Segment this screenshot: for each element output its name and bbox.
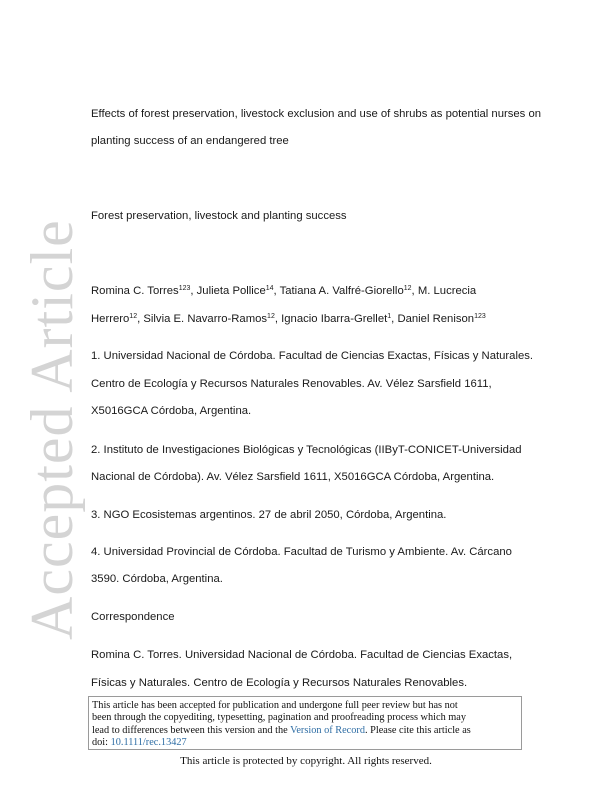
accepted-article-watermark: Accepted Article <box>19 219 85 640</box>
affiliation-4-line-2: 3590. Córdoba, Argentina. <box>91 573 223 585</box>
notice-line-3-text: lead to differences between this version and the <box>92 724 291 736</box>
correspondence-heading: Correspondence <box>91 611 175 623</box>
affiliation-2-line-2: Nacional de Córdoba). Av. Vélez Sarsfield 1611, X5016GCA Córdoba, Argentina. <box>91 471 495 483</box>
affiliation-1-line-1: 1. Universidad Nacional de Córdoba. Facultad de Ciencias Exactas, Físicas y Naturales. <box>91 350 534 362</box>
author-affiliation: 12 <box>129 313 138 320</box>
author-affiliation: 12 <box>267 313 275 320</box>
author-affiliation: 123 <box>178 285 191 292</box>
running-title: Forest preservation, livestock and planting success <box>91 210 347 222</box>
author-name: Silvia E. Navarro-Ramos <box>143 313 268 325</box>
affiliation-2-line-1: 2. Instituto de Investigaciones Biológicas y Tecnológicas (IIByT-CONICET-Universidad <box>91 444 522 456</box>
authors-line-1: Romina C. Torres$^{123}$, Julieta Pollice$^{14}$, Tatiana A. Valfré-Giorello$^{12}$, M. Lucrecia <box>91 285 477 297</box>
notice-line-4 <box>92 737 518 749</box>
accepted-article-notice <box>88 696 522 750</box>
author-name: Julieta Pollice <box>196 285 266 297</box>
author-name-part: Herrero <box>91 313 130 325</box>
author-name-part: M. Lucrecia <box>417 285 477 297</box>
affiliation-1-line-2: Centro de Ecología y Recursos Naturales Renovables. Av. Vélez Sarsfield 1611, <box>91 378 492 390</box>
correspondence-line-1: Romina C. Torres. Universidad Nacional de Córdoba. Facultad de Ciencias Exactas, <box>91 649 513 661</box>
affiliation-4-line-1: 4. Universidad Provincial de Córdoba. Facultad de Turismo y Ambiente. Av. Cárcano <box>91 546 512 558</box>
version-of-record-link[interactable]: Version of Record <box>290 724 365 736</box>
affiliation-3-line-1: 3. NGO Ecosistemas argentinos. 27 de abril 2050, Córdoba, Argentina. <box>91 509 447 521</box>
author-affiliation: 14 <box>265 285 274 292</box>
notice-line-1: This article has been accepted for publication and undergone full peer review but has not <box>92 700 458 711</box>
author-name: Tatiana A. Valfré-Giorello <box>279 285 404 297</box>
author-affiliation: 1 <box>387 313 392 320</box>
notice-line-3-end: . Please cite this article as <box>364 724 471 736</box>
notice-line-3 <box>92 725 518 737</box>
author-name: Daniel Renison <box>397 313 475 325</box>
author-affiliation: 12 <box>403 285 412 292</box>
notice-line-2: been through the copyediting, typesetting, pagination and proofreading process which may <box>92 712 467 724</box>
author-name: Ignacio Ibarra-Grellet <box>281 313 388 325</box>
title-line-1: Effects of forest preservation, livestock exclusion and use of shrubs as potential nurses on <box>91 108 542 120</box>
doi-link[interactable]: 10.1111/rec.13427 <box>110 737 187 749</box>
affiliation-1-line-3: X5016GCA Córdoba, Argentina. <box>91 405 252 417</box>
copyright-notice: This article is protected by copyright. All rights reserved. <box>180 755 432 767</box>
correspondence-line-2: Físicas y Naturales. Centro de Ecología y Recursos Naturales Renovables. <box>91 677 468 689</box>
doi-label: doi: <box>92 737 111 749</box>
author-name: Romina C. Torres <box>91 285 179 297</box>
author-affiliation: 123 <box>474 313 486 320</box>
title-line-2: planting success of an endangered tree <box>91 135 289 147</box>
authors-line-2: Herrero$^{12}$, Silvia E. Navarro-Ramos$^{12}$, Ignacio Ibarra-Grellet$^1$, Daniel Renison$^{123}$ <box>91 313 486 325</box>
